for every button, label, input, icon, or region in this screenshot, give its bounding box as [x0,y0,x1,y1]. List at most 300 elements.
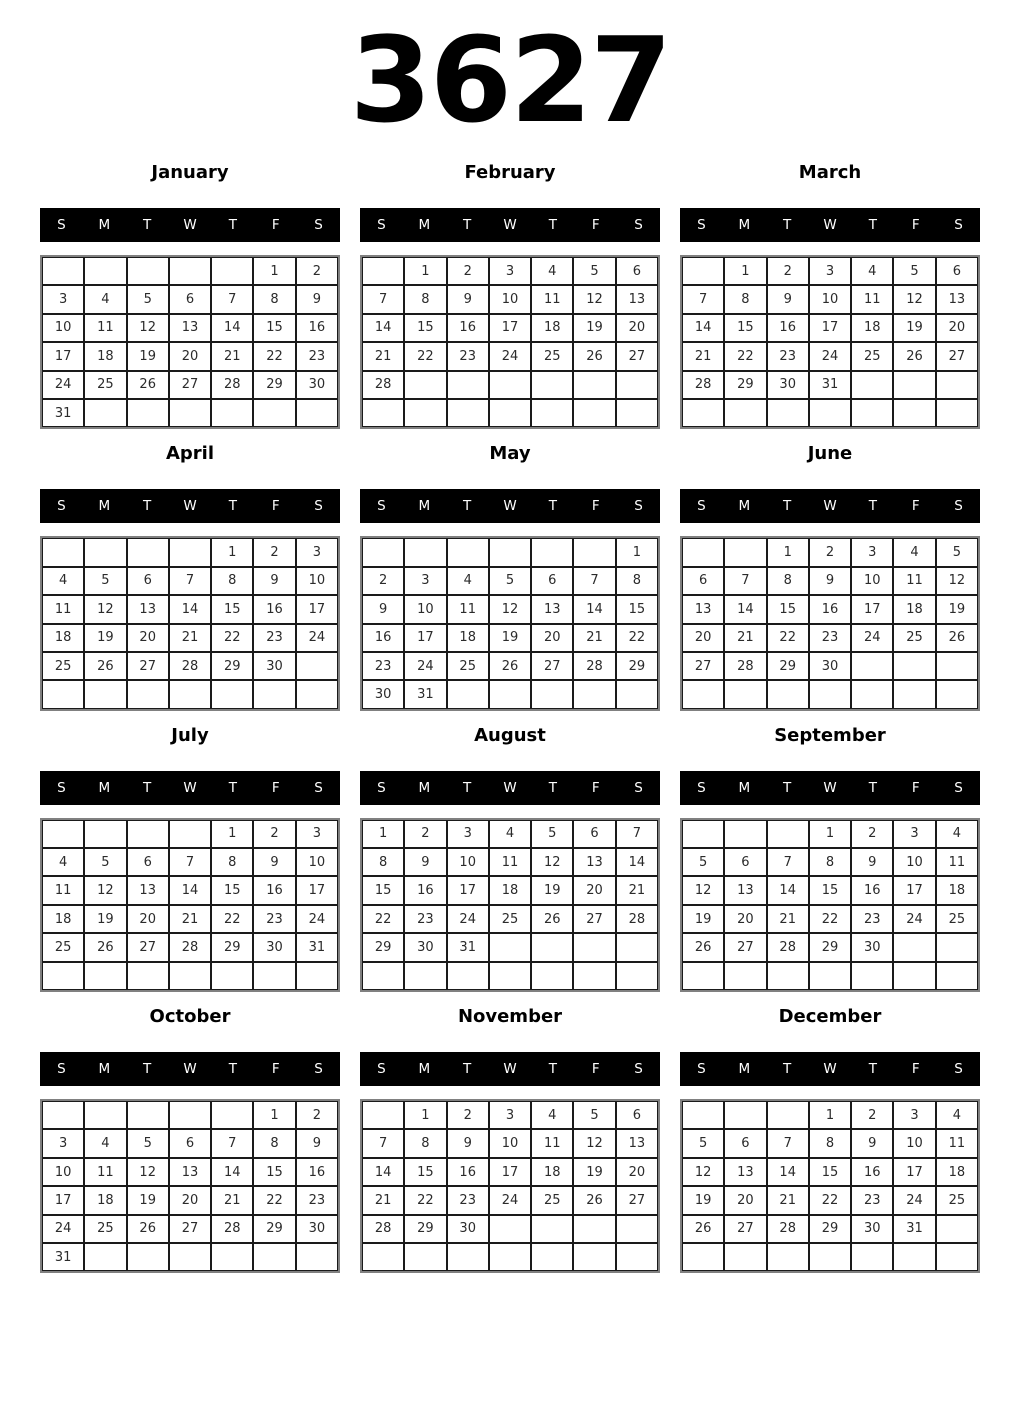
day-cell: 27 [169,1215,211,1243]
month-block-december [680,1004,980,1273]
day-cell: 12 [573,1129,615,1157]
day-cell: 24 [404,652,446,680]
weekday-header-cell: T [228,779,237,796]
empty-day-cell [127,820,169,848]
day-cell: 22 [404,1186,446,1214]
day-cell: 19 [682,1186,724,1214]
day-cell: 17 [296,876,338,904]
weekday-header-bar [680,1052,980,1086]
day-cell: 26 [489,652,531,680]
day-cell: 7 [211,1129,253,1157]
day-cell: 12 [84,876,126,904]
day-cell: 25 [42,652,84,680]
weekday-header-cell: T [868,498,877,515]
day-cell: 15 [724,314,766,342]
weekday-header-bar [680,208,980,242]
day-cell: 4 [936,820,978,848]
day-cell: 13 [616,1129,658,1157]
day-cell: 6 [573,820,615,848]
weekday-header-cell: W [823,1061,837,1078]
day-cell: 14 [169,876,211,904]
empty-day-cell [809,1243,851,1271]
day-cell: 18 [84,1186,126,1214]
empty-day-cell [362,399,404,427]
day-cell: 3 [851,538,893,566]
day-cell: 21 [211,1186,253,1214]
day-cell: 27 [531,652,573,680]
day-cell: 11 [84,314,126,342]
day-cell: 5 [127,1129,169,1157]
day-cell: 17 [447,876,489,904]
empty-day-cell [42,820,84,848]
empty-day-cell [42,962,84,990]
day-cell: 20 [936,314,978,342]
day-cell: 27 [127,933,169,961]
month-day-grid [680,255,980,429]
empty-day-cell [169,1243,211,1271]
day-cell: 2 [404,820,446,848]
day-cell: 10 [296,848,338,876]
day-cell: 20 [724,905,766,933]
weekday-header-cell: S [634,1061,643,1078]
month-title: April [165,443,215,465]
empty-day-cell [724,538,766,566]
day-cell: 2 [253,820,295,848]
day-cell: 16 [447,1158,489,1186]
empty-day-cell [296,652,338,680]
day-cell: 12 [893,285,935,313]
day-cell: 26 [127,1215,169,1243]
weekday-header-cell: T [783,217,792,233]
month-block-february [360,160,660,429]
empty-day-cell [404,962,446,990]
day-cell: 15 [404,1158,446,1186]
day-cell: 10 [404,595,446,623]
day-cell: 30 [253,652,295,680]
day-cell: 2 [296,1101,338,1129]
day-cell: 21 [211,342,253,370]
empty-day-cell [169,962,211,990]
day-cell: 31 [893,1215,935,1243]
empty-day-cell [404,399,446,427]
empty-day-cell [809,399,851,427]
empty-day-cell [84,680,126,708]
day-cell: 9 [851,848,893,876]
day-cell: 21 [362,342,404,370]
day-cell: 24 [893,1186,935,1214]
empty-day-cell [296,962,338,990]
weekday-header-cell: M [98,1061,111,1078]
empty-day-cell [682,680,724,708]
empty-day-cell [362,257,404,285]
empty-day-cell [851,680,893,708]
day-cell: 10 [893,1129,935,1157]
day-cell: 31 [447,933,489,961]
day-cell: 3 [296,538,338,566]
day-cell: 19 [893,314,935,342]
weekday-header-cell: M [738,1061,751,1078]
weekday-header-cell: S [57,779,66,796]
day-cell: 16 [253,876,295,904]
day-cell: 9 [851,1129,893,1157]
day-cell: 27 [936,342,978,370]
day-cell: 17 [809,314,851,342]
empty-day-cell [936,962,978,990]
day-cell: 3 [296,820,338,848]
empty-day-cell [851,652,893,680]
month-title: January [151,162,229,183]
empty-day-cell [531,962,573,990]
day-cell: 10 [489,285,531,313]
day-cell: 10 [809,285,851,313]
day-cell: 15 [211,876,253,904]
day-cell: 6 [169,1129,211,1157]
day-cell: 9 [404,848,446,876]
weekday-header-bar [360,208,660,242]
empty-day-cell [531,371,573,399]
day-cell: 5 [573,257,615,285]
day-cell: 7 [767,848,809,876]
day-cell: 8 [809,1129,851,1157]
day-cell: 8 [724,285,766,313]
weekday-header-cell: M [98,779,111,796]
weekday-header-cell: S [377,498,386,515]
weekday-header-cell: S [634,217,643,233]
day-cell: 6 [616,257,658,285]
empty-day-cell [84,820,126,848]
empty-day-cell [616,962,658,990]
day-cell: 14 [211,1158,253,1186]
empty-day-cell [362,538,404,566]
day-cell: 14 [573,595,615,623]
weekday-header-cell: W [183,779,197,796]
day-cell: 21 [724,624,766,652]
day-cell: 8 [767,567,809,595]
day-cell: 22 [404,342,446,370]
empty-day-cell [447,1243,489,1271]
empty-day-cell [573,933,615,961]
weekday-header-cell: M [738,498,751,515]
day-cell: 8 [809,848,851,876]
empty-day-cell [489,1215,531,1243]
empty-day-cell [936,652,978,680]
day-cell: 17 [404,624,446,652]
empty-day-cell [169,538,211,566]
day-cell: 28 [767,1215,809,1243]
empty-day-cell [404,538,446,566]
day-cell: 30 [296,371,338,399]
day-cell: 14 [724,595,766,623]
day-cell: 28 [211,1215,253,1243]
day-cell: 2 [851,820,893,848]
weekday-header-cell: T [783,779,792,796]
weekday-header-cell: T [143,779,152,796]
weekday-header-cell: F [591,779,600,796]
day-cell: 11 [42,595,84,623]
weekday-header-cell: T [463,498,472,515]
empty-day-cell [211,1101,253,1129]
day-cell: 2 [767,257,809,285]
empty-day-cell [531,933,573,961]
day-cell: 18 [42,905,84,933]
empty-day-cell [616,399,658,427]
day-cell: 23 [296,342,338,370]
day-cell: 10 [42,1158,84,1186]
day-cell: 30 [851,933,893,961]
day-cell: 13 [936,285,978,313]
month-block-september [680,723,980,992]
day-cell: 25 [447,652,489,680]
weekday-header-cell: S [634,779,643,796]
weekday-header-cell: S [377,1061,386,1078]
day-cell: 13 [724,876,766,904]
empty-day-cell [767,820,809,848]
day-cell: 13 [531,595,573,623]
empty-day-cell [489,538,531,566]
empty-day-cell [447,371,489,399]
day-cell: 18 [489,876,531,904]
day-cell: 22 [211,905,253,933]
day-cell: 18 [531,1158,573,1186]
day-cell: 2 [362,567,404,595]
day-cell: 9 [447,285,489,313]
month-title: August [474,724,546,746]
day-cell: 3 [489,1101,531,1129]
day-cell: 3 [42,285,84,313]
day-cell: 22 [724,342,766,370]
month-title: December [778,1006,882,1028]
day-cell: 6 [724,848,766,876]
day-cell: 4 [84,1129,126,1157]
day-cell: 5 [682,1129,724,1157]
day-cell: 9 [809,567,851,595]
day-cell: 5 [127,285,169,313]
day-cell: 7 [682,285,724,313]
day-cell: 18 [936,1158,978,1186]
day-cell: 9 [447,1129,489,1157]
day-cell: 8 [404,1129,446,1157]
empty-day-cell [211,399,253,427]
weekday-header-bar [360,489,660,523]
empty-day-cell [767,1101,809,1129]
day-cell: 5 [573,1101,615,1129]
weekday-header-cell: T [143,498,152,515]
day-cell: 9 [296,285,338,313]
weekday-header-cell: F [591,1061,600,1078]
weekday-header-cell: T [868,779,877,796]
empty-day-cell [573,371,615,399]
day-cell: 18 [84,342,126,370]
day-cell: 8 [211,567,253,595]
day-cell: 4 [893,538,935,566]
day-cell: 20 [616,1158,658,1186]
month-block-may [360,441,660,710]
empty-day-cell [489,962,531,990]
empty-day-cell [893,399,935,427]
month-day-grid [40,536,340,710]
day-cell: 29 [616,652,658,680]
month-title: May [489,443,531,465]
empty-day-cell [573,1215,615,1243]
month-day-grid [680,818,980,992]
empty-day-cell [767,962,809,990]
day-cell: 24 [893,905,935,933]
empty-day-cell [169,257,211,285]
empty-day-cell [489,1243,531,1271]
empty-day-cell [127,680,169,708]
weekday-header-cell: F [911,779,920,796]
day-cell: 26 [127,371,169,399]
day-cell: 17 [489,314,531,342]
day-cell: 14 [362,1158,404,1186]
day-cell: 28 [362,371,404,399]
empty-day-cell [362,962,404,990]
day-cell: 15 [767,595,809,623]
empty-day-cell [127,1101,169,1129]
weekday-header-cell: S [57,217,66,233]
weekday-header-cell: S [634,498,643,515]
empty-day-cell [531,1215,573,1243]
empty-day-cell [84,257,126,285]
day-cell: 4 [489,820,531,848]
day-cell: 25 [936,905,978,933]
day-cell: 8 [211,848,253,876]
month-day-grid [40,255,340,429]
day-cell: 23 [851,905,893,933]
weekday-header-bar [40,208,340,242]
day-cell: 20 [127,624,169,652]
empty-day-cell [127,257,169,285]
empty-day-cell [362,1101,404,1129]
day-cell: 5 [531,820,573,848]
day-cell: 19 [531,876,573,904]
day-cell: 29 [211,933,253,961]
day-cell: 3 [42,1129,84,1157]
day-cell: 18 [531,314,573,342]
weekday-header-cell: F [271,1061,280,1078]
day-cell: 26 [682,933,724,961]
day-cell: 21 [682,342,724,370]
day-cell: 21 [362,1186,404,1214]
empty-day-cell [616,371,658,399]
day-cell: 13 [127,595,169,623]
day-cell: 29 [253,371,295,399]
day-cell: 28 [169,933,211,961]
day-cell: 13 [573,848,615,876]
empty-day-cell [893,933,935,961]
day-cell: 6 [127,848,169,876]
weekday-header-bar [40,771,340,805]
day-cell: 5 [893,257,935,285]
day-cell: 18 [42,624,84,652]
day-cell: 12 [682,1158,724,1186]
day-cell: 20 [573,876,615,904]
day-cell: 1 [809,1101,851,1129]
weekday-header-cell: F [271,779,280,796]
day-cell: 1 [404,257,446,285]
day-cell: 7 [573,567,615,595]
day-cell: 16 [851,1158,893,1186]
day-cell: 23 [253,905,295,933]
day-cell: 6 [616,1101,658,1129]
day-cell: 4 [42,848,84,876]
empty-day-cell [724,962,766,990]
weekday-header-cell: S [697,217,706,233]
month-title: September [774,724,886,746]
day-cell: 25 [893,624,935,652]
day-cell: 30 [253,933,295,961]
day-cell: 12 [489,595,531,623]
month-block-july [40,723,340,992]
month-day-grid [360,536,660,710]
day-cell: 28 [616,905,658,933]
empty-day-cell [169,820,211,848]
day-cell: 24 [489,342,531,370]
day-cell: 16 [851,876,893,904]
day-cell: 7 [169,848,211,876]
empty-day-cell [936,399,978,427]
weekday-header-bar [40,1052,340,1086]
weekday-header-bar [360,1052,660,1086]
month-title: July [171,724,209,746]
day-cell: 4 [851,257,893,285]
weekday-header-cell: M [418,217,431,233]
day-cell: 25 [851,342,893,370]
empty-day-cell [84,399,126,427]
day-cell: 29 [767,652,809,680]
day-cell: 19 [682,905,724,933]
empty-day-cell [531,399,573,427]
day-cell: 1 [404,1101,446,1129]
empty-day-cell [127,538,169,566]
day-cell: 24 [42,371,84,399]
day-cell: 5 [936,538,978,566]
empty-day-cell [893,962,935,990]
empty-day-cell [573,1243,615,1271]
empty-day-cell [169,1101,211,1129]
day-cell: 22 [767,624,809,652]
day-cell: 19 [84,905,126,933]
day-cell: 3 [447,820,489,848]
day-cell: 3 [809,257,851,285]
empty-day-cell [253,962,295,990]
month-day-grid [40,1099,340,1273]
day-cell: 30 [296,1215,338,1243]
day-cell: 16 [253,595,295,623]
day-cell: 23 [809,624,851,652]
day-cell: 6 [531,567,573,595]
day-cell: 24 [296,624,338,652]
empty-day-cell [84,1243,126,1271]
day-cell: 23 [362,652,404,680]
weekday-header-cell: S [314,779,323,796]
months-grid [0,160,1020,1273]
day-cell: 17 [489,1158,531,1186]
day-cell: 11 [531,1129,573,1157]
day-cell: 24 [489,1186,531,1214]
day-cell: 27 [682,652,724,680]
day-cell: 28 [767,933,809,961]
empty-day-cell [682,820,724,848]
day-cell: 6 [169,285,211,313]
weekday-header-cell: M [418,498,431,515]
day-cell: 22 [253,1186,295,1214]
day-cell: 9 [253,567,295,595]
day-cell: 7 [362,285,404,313]
weekday-header-cell: W [183,1061,197,1078]
day-cell: 8 [253,285,295,313]
empty-day-cell [127,962,169,990]
